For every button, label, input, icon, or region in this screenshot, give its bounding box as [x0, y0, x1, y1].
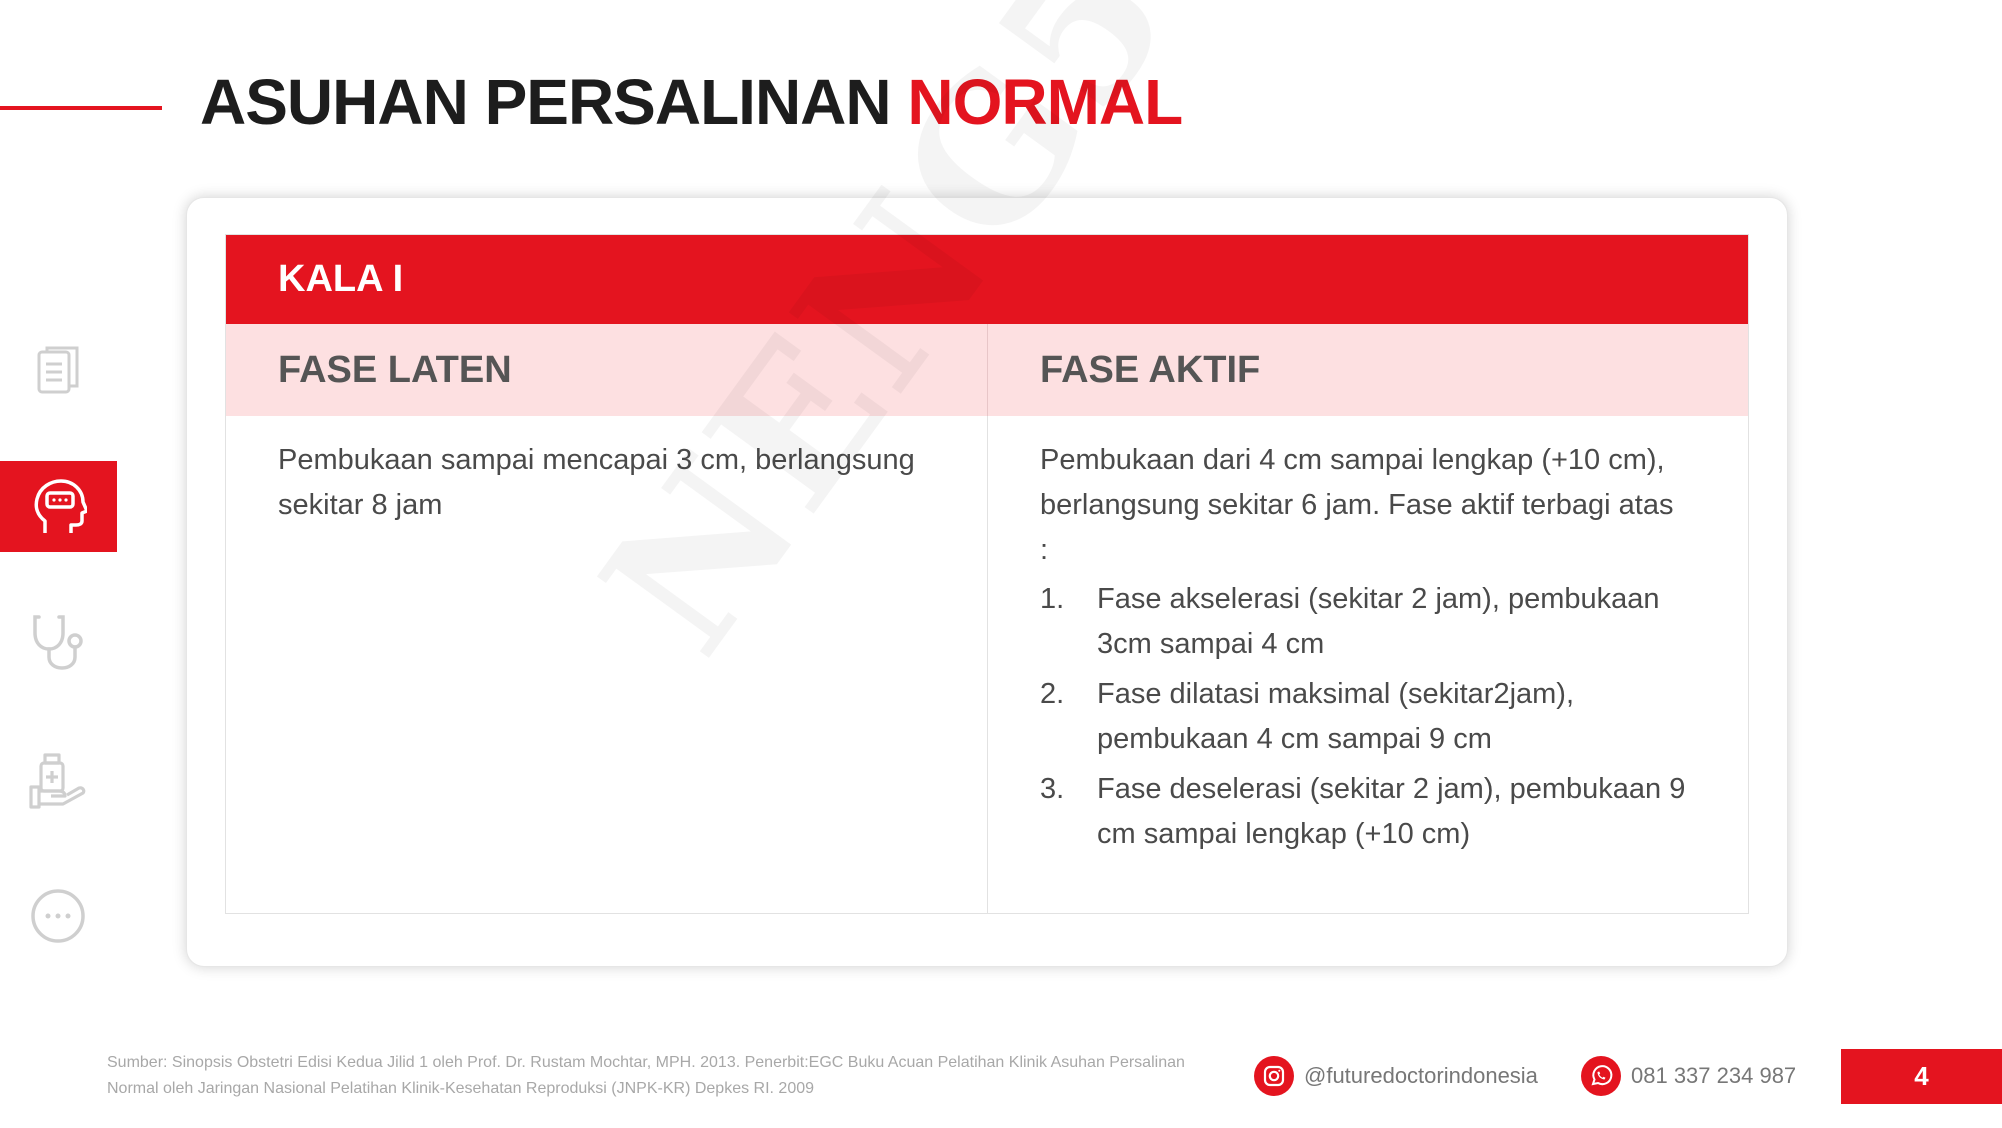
instagram-icon: [1254, 1056, 1294, 1096]
title-highlight: NORMAL: [907, 66, 1183, 138]
whatsapp-icon: [1581, 1056, 1621, 1096]
phase-header-row: [226, 324, 1748, 416]
kala-header: KALA I: [226, 235, 1748, 324]
sidebar-item-medicine[interactable]: [26, 748, 90, 812]
phone-number: 081 337 234 987: [1631, 1063, 1797, 1088]
content-card: [186, 197, 1788, 967]
document-icon: [35, 344, 81, 396]
active-list: [1040, 577, 1688, 857]
column-header-latent: FASE LATEN: [278, 348, 512, 391]
column-header-active: FASE AKTIF: [987, 324, 1748, 416]
sidebar-item-head-chat[interactable]: [0, 461, 117, 552]
latent-cell: [226, 416, 987, 913]
list-item: [1040, 672, 1688, 762]
sidebar-item-stethoscope[interactable]: [26, 610, 90, 674]
kala-table: [225, 234, 1749, 914]
list-number: 1.: [1040, 583, 1065, 615]
head-chat-icon: [31, 477, 87, 537]
more-dots-icon: [29, 887, 87, 945]
list-text: Fase deselerasi (sekitar 2 jam), pembukaan 9 cm sampai lengkap (+10 cm): [1097, 773, 1686, 850]
whatsapp-contact[interactable]: [1581, 1056, 1796, 1096]
list-item: [1040, 577, 1688, 667]
hand-medicine-icon: [29, 751, 87, 809]
stethoscope-icon: [31, 613, 85, 671]
latent-text: Pembukaan sampai mencapai 3 cm, berlangsung sekitar 8 jam: [278, 444, 915, 521]
sidebar-item-document[interactable]: [26, 338, 90, 402]
list-text: Fase dilatasi maksimal (sekitar2jam), pembukaan 4 cm sampai 9 cm: [1097, 678, 1575, 755]
active-cell: [987, 416, 1748, 913]
list-text: Fase akselerasi (sekitar 2 jam), pembukaan 3cm sampai 4 cm: [1097, 583, 1660, 660]
list-item: [1040, 767, 1688, 857]
list-number: 3.: [1040, 773, 1065, 805]
sidebar-item-more[interactable]: [26, 884, 90, 948]
page-title: [200, 62, 1182, 142]
page-number: 4: [1841, 1049, 2002, 1104]
instagram-contact[interactable]: [1254, 1056, 1538, 1096]
title-main: ASUHAN PERSALINAN: [200, 66, 908, 138]
list-number: 2.: [1040, 678, 1065, 710]
active-intro: Pembukaan dari 4 cm sampai lengkap (+10 cm), berlangsung sekitar 6 jam. Fase aktif terbagi atas :: [1040, 444, 1674, 566]
source-citation: Sumber: Sinopsis Obstetri Edisi Kedua Jilid 1 oleh Prof. Dr. Rustam Mochtar, MPH. 2013. Penerbit:EGC Buku Acuan Pelatihan Klinik Asuhan Persalinan Normal oleh Jaringan Nasional Pelatihan Klinik-Kesehatan Reproduksi (JNPK-KR) Depkes RI. 2009: [107, 1054, 1185, 1097]
instagram-handle: @futuredoctorindonesia: [1304, 1063, 1538, 1088]
title-accent-line: [0, 106, 162, 110]
phase-body-row: [226, 416, 1748, 913]
